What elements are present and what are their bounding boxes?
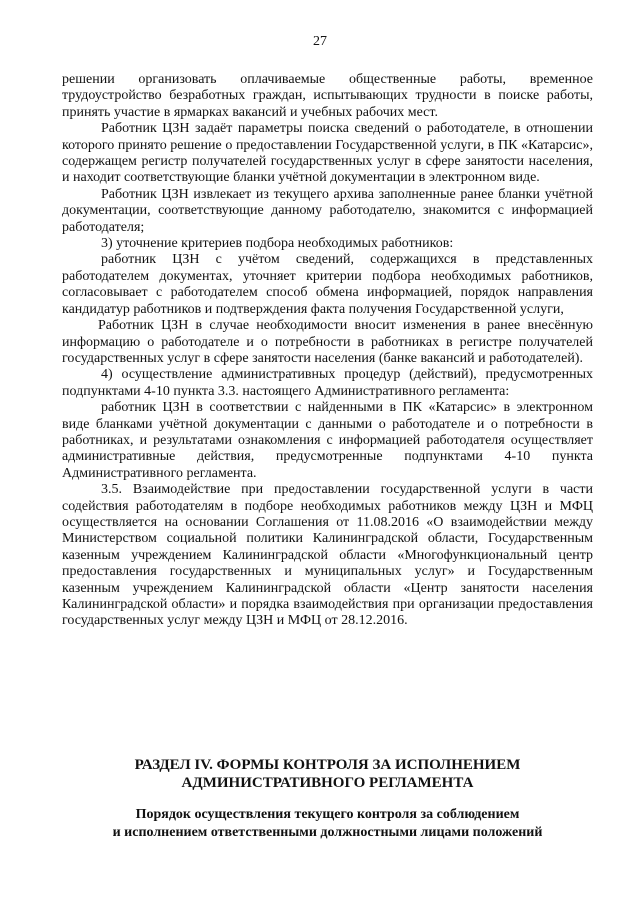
sub-heading-line: Порядок осуществления текущего контроля за соблюдением	[135, 807, 520, 822]
paragraph: 3) уточнение критериев подбора необходимых работников:	[101, 236, 454, 252]
paragraph: решении организовать оплачиваемые общественные работы, временное трудоустройство безработных граждан, испытывающих трудности в поиске работы, принять участие в ярмарках вакансий и учебных рабочих мест.	[62, 72, 593, 120]
section-heading-line: АДМИНИСТРАТИВНОГО РЕГЛАМЕНТА	[181, 775, 474, 791]
paragraph: работник ЦЗН в соответствии с найденными в ПК «Катарсис» в электронном виде бланками учётной документации с данными о работодателе и о потребности в работниках, и результатами ознакомления с информацией работодателя осуществляет административные действия, предусмотренные подпунктами 4-10 пункта Административного регламента.	[62, 400, 593, 481]
sub-heading	[62, 806, 593, 842]
paragraph: 4) осуществление административных процедур (действий), предусмотренных подпунктами 4-10 пункта 3.3. настоящего Административного регламента:	[62, 367, 593, 399]
paragraph: Работник ЦЗН задаёт параметры поиска сведений о работодателе, в отношении которого принято решение о предоставлении Государственной услуги, в ПК «Катарсис», содержащем регистр получателей государственных услуг в сфере занятости населения, и находит соответствующие бланки учётной документации в электронном виде.	[62, 121, 593, 186]
paragraph: работник ЦЗН с учётом сведений, содержащихся в представленных работодателем документах, уточняет критерии подбора необходимых работников, согласовывает с работодателем способ обмена информацией, порядок направления кандидатур работников и подтверждения факта получения Государственной услуги,	[62, 252, 593, 317]
body-text	[62, 72, 593, 630]
paragraph: Работник ЦЗН в случае необходимости вносит изменения в ранее внесённую информацию о работодателе и о потребности в работниках в регистре получателей государственных услуг в сфере занятости населения (банке вакансий и работодателей).	[62, 318, 593, 366]
page-number: 27	[313, 34, 327, 49]
sub-heading-line: и исполнением ответственными должностными лицами положений	[112, 825, 543, 840]
section-heading-line: РАЗДЕЛ IV. ФОРМЫ КОНТРОЛЯ ЗА ИСПОЛНЕНИЕМ	[134, 757, 521, 773]
section-heading	[62, 756, 593, 792]
paragraph: Работник ЦЗН извлекает из текущего архива заполненные ранее бланки учётной документации, соответствующие данному работодателю, знакомится с информацией работодателя;	[62, 186, 593, 235]
paragraph: 3.5. Взаимодействие при предоставлении государственной услуги в части содействия работодателям в подборе необходимых работников между ЦЗН и МФЦ осуществляется на основании Соглашения от 11.08.2016 «О взаимодействии между Министерством социальной политики Калининградской области, Государственным казенным учреждением Калининградской области «Многофункциональный центр предоставления государственных и муниципальных услуг» и Государственным казенным учреждением Калининградской области «Центр занятости населения Калининградской области» и порядка взаимодействия при организации предоставления государственных услуг между ЦЗН и МФЦ от 28.12.2016.	[62, 482, 593, 629]
